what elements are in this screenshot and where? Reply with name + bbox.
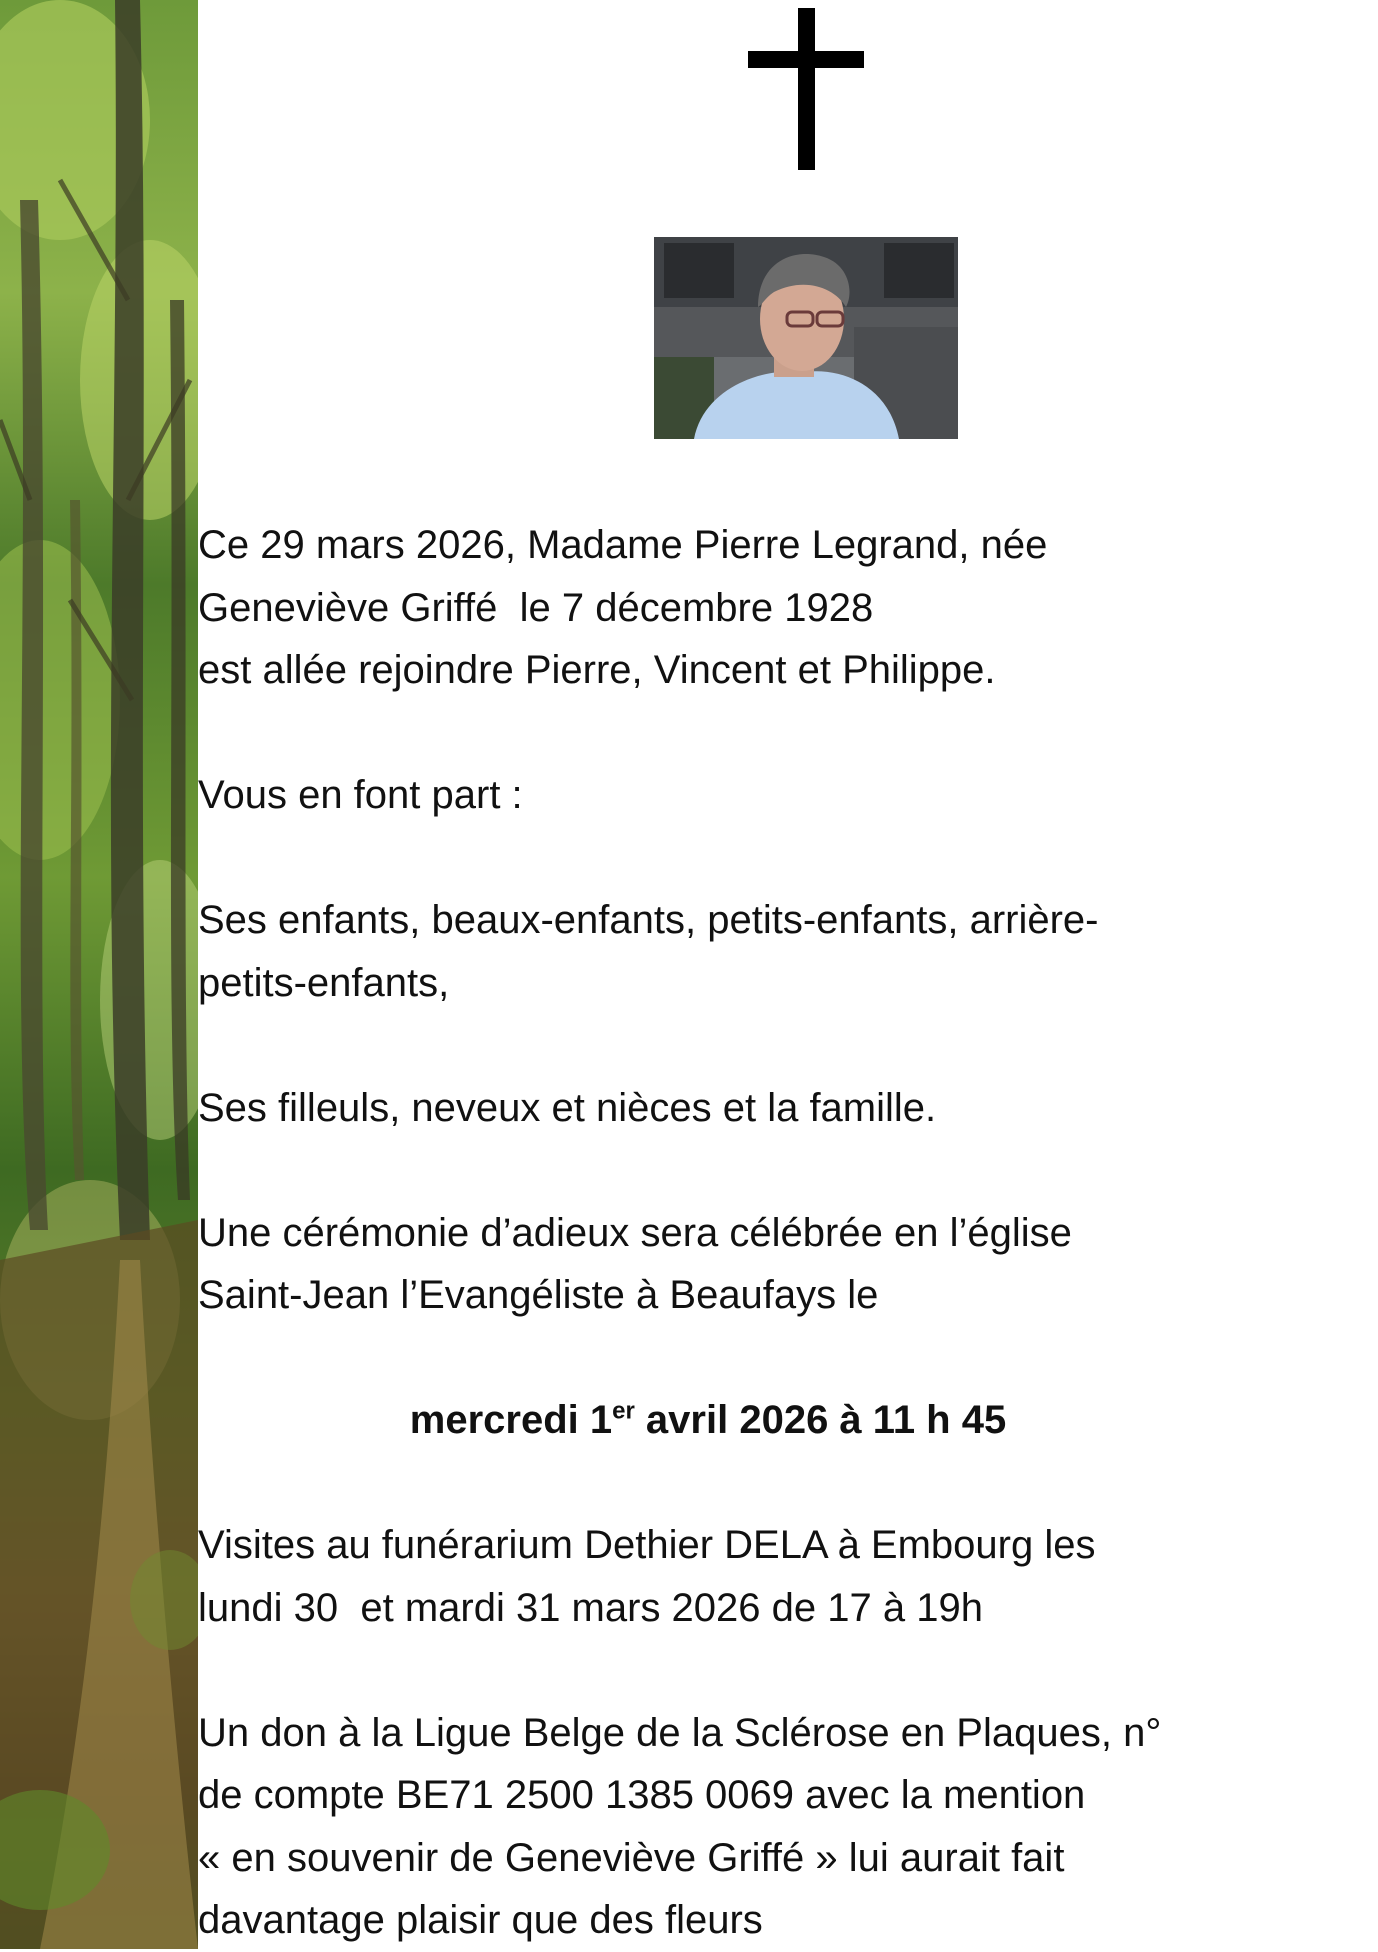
visits-line: lundi 30 et mardi 31 mars 2026 de 17 à 19h (198, 1585, 983, 1630)
announcement-line: Une cérémonie d’adieux sera célébrée en l’église (198, 1210, 1072, 1255)
announcement-line: Ce 29 mars 2026, Madame Pierre Legrand, née (198, 523, 1048, 567)
announcement-line: Ses filleuls, neveux et nièces et la famille. (198, 1085, 937, 1130)
announcement-line: Saint-Jean l’Evangéliste à Beaufays le (198, 1273, 879, 1317)
donation-line: de compte BE71 2500 1385 0069 avec la mention (198, 1773, 1086, 1817)
donation-line: davantage plaisir que des fleurs (198, 1898, 763, 1942)
visits-line: Visites au funérarium Dethier DELA à Embourg les (198, 1523, 1096, 1567)
ceremony-day: mercredi 1 (409, 1398, 613, 1442)
cross-icon (748, 8, 864, 170)
announcement-line: Geneviève Griffé le 7 décembre 1928 (198, 585, 874, 630)
donation-line: « en souvenir de Geneviève Griffé » lui aurait fait (198, 1835, 1065, 1880)
ceremony-date (198, 1389, 1218, 1452)
portrait-photo (654, 237, 958, 439)
ceremony-day-suffix: er (612, 1397, 635, 1425)
announcement-text (198, 514, 1318, 1952)
forest-side-image (0, 0, 198, 1949)
ceremony-time: avril 2026 à 11 h 45 (634, 1398, 1007, 1442)
announcement-line: petits-enfants, (198, 960, 450, 1005)
donation-line: Un don à la Ligue Belge de la Sclérose en Plaques, n° (198, 1710, 1162, 1755)
announcement-line: Vous en font part : (198, 773, 523, 817)
announcement-line: est allée rejoindre Pierre, Vincent et Philippe. (198, 648, 996, 692)
announcement-line: Ses enfants, beaux-enfants, petits-enfants, arrière- (198, 898, 1099, 942)
